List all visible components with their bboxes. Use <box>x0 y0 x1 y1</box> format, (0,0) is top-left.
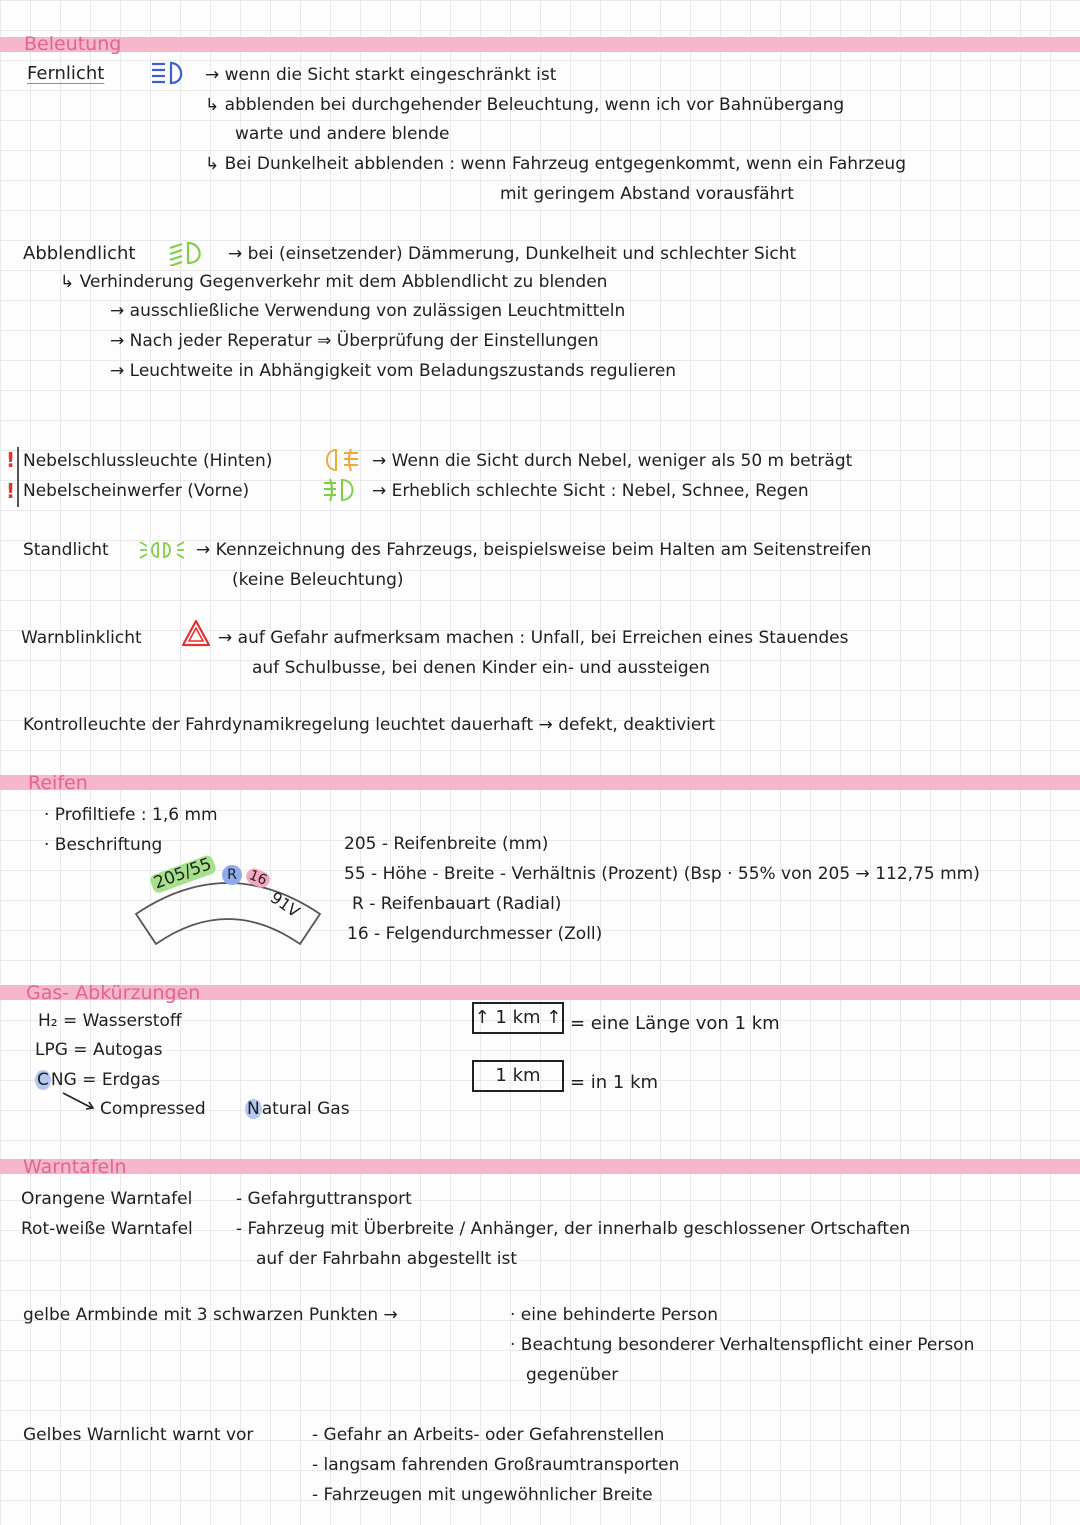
fernlicht-line-4: ↳ Bei Dunkelheit abblenden : wenn Fahrzeug entgegenkommt, wenn ein Fahrzeug <box>205 154 906 174</box>
hazard-warning-icon <box>181 619 211 647</box>
fernlicht-line-5: mit geringem Abstand vorausfährt <box>500 184 794 204</box>
gas-h2: H₂ = Wasserstoff <box>38 1011 182 1031</box>
gelbes-warnlicht-label: Gelbes Warnlicht warnt vor <box>23 1425 254 1445</box>
standlicht-line-2: (keine Beleuchtung) <box>232 570 404 590</box>
distance-sign-length-text: = eine Länge von 1 km <box>570 1013 780 1034</box>
cng-c-highlight: C <box>37 1070 49 1090</box>
orange-warntafel-label: Orangene Warntafel <box>21 1189 193 1209</box>
rotweiss-warntafel-text-2: auf der Fahrbahn abgestellt ist <box>256 1249 517 1269</box>
rotweiss-warntafel-label: Rot-weiße Warntafel <box>21 1219 193 1239</box>
nebelschlussleuchte-label: Nebelschlussleuchte (Hinten) <box>23 451 273 471</box>
natural-rest: atural Gas <box>261 1099 350 1119</box>
distance-sign-in: 1 km <box>472 1060 564 1092</box>
armbinde-item-2: · Beachtung besonderer Verhaltenspflicht einer Person <box>510 1335 975 1355</box>
abblendlicht-line-1: → bei (einsetzender) Dämmerung, Dunkelheit und schlechter Sicht <box>228 244 797 264</box>
warnblinklicht-line-2: auf Schulbusse, bei denen Kinder ein- und aussteigen <box>252 658 710 678</box>
heading-beleuchtung: Beleutung <box>24 33 122 55</box>
parking-light-icon <box>138 538 186 562</box>
profiltiefe: · Profiltiefe : 1,6 mm <box>44 805 218 825</box>
warnblinklicht-line-1: → auf Gefahr aufmerksam machen : Unfall, bei Erreichen eines Stauendes <box>218 628 849 648</box>
reifen-line-2: 55 - Höhe - Breite - Verhältnis (Prozent) (Bsp · 55% von 205 → 112,75 mm) <box>344 864 980 884</box>
arrow-icon <box>60 1090 100 1114</box>
abblendlicht-line-4: → Nach jeder Reperatur ⇒ Überprüfung der Einstellungen <box>110 331 599 351</box>
abblendlicht-line-3: → ausschließliche Verwendung von zulässigen Leuchtmitteln <box>110 301 626 321</box>
heading-warntafeln: Warntafeln <box>23 1156 127 1178</box>
heading-band <box>0 33 1080 55</box>
gas-compressed: Compressed <box>100 1099 206 1119</box>
armbinde-label: gelbe Armbinde mit 3 schwarzen Punkten → <box>23 1305 398 1325</box>
standlicht-line-1: → Kennzeichnung des Fahrzeugs, beispielsweise beim Halten am Seitenstreifen <box>196 540 872 560</box>
gas-cng <box>35 1072 160 1089</box>
low-beam-icon <box>168 240 208 266</box>
tire-code-rim: 16 <box>244 866 272 890</box>
cng-rest: NG = Erdgas <box>50 1070 161 1090</box>
gelbes-warnlicht-item-1: - Gefahr an Arbeits- oder Gefahrenstellen <box>312 1425 665 1445</box>
gas-lpg: LPG = Autogas <box>35 1040 163 1060</box>
natural-n-highlight: N <box>247 1099 260 1119</box>
gas-natural-gas <box>245 1101 350 1118</box>
abblendlicht-line-2: ↳ Verhinderung Gegenverkehr mit dem Abblendlicht zu blenden <box>60 272 608 292</box>
heading-reifen: Reifen <box>28 772 88 794</box>
reifen-line-3: R - Reifenbauart (Radial) <box>352 894 562 914</box>
kontrollleuchte-note: Kontrolleuchte der Fahrdynamikregelung leuchtet dauerhaft → defekt, deaktiviert <box>23 715 716 735</box>
tire-code-r: R <box>222 865 242 885</box>
fernlicht-label: Fernlicht <box>27 63 105 84</box>
standlicht-label: Standlicht <box>23 540 109 560</box>
rear-fog-light-icon <box>322 447 362 473</box>
nebelscheinwerfer-text: → Erheblich schlechte Sicht : Nebel, Schnee, Regen <box>372 481 809 501</box>
high-beam-icon <box>150 60 188 86</box>
heading-band <box>0 775 1080 790</box>
beschriftung: · Beschriftung <box>44 835 163 855</box>
gelbes-warnlicht-item-2: - langsam fahrenden Großraumtransporten <box>312 1455 680 1475</box>
fernlicht-line-2: ↳ abblenden bei durchgehender Beleuchtung, wenn ich vor Bahnübergang <box>205 95 845 115</box>
margin-bar <box>17 447 19 507</box>
distance-sign-in-text: = in 1 km <box>570 1072 659 1093</box>
gelbes-warnlicht-item-3: - Fahrzeugen mit ungewöhnlicher Breite <box>312 1485 653 1505</box>
abblendlicht-line-5: → Leuchtweite in Abhängigkeit vom Beladungszustands regulieren <box>110 361 677 381</box>
heading-gas: Gas- Abkürzungen <box>26 982 201 1004</box>
armbinde-item-1: · eine behinderte Person <box>510 1305 719 1325</box>
abblendlicht-label: Abblendlicht <box>23 243 136 264</box>
warnblinklicht-label: Warnblinklicht <box>21 628 142 648</box>
fernlicht-line-1: → wenn die Sicht starkt eingeschränkt ist <box>205 65 557 85</box>
heading-band <box>0 1159 1080 1174</box>
reifen-line-1: 205 - Reifenbreite (mm) <box>344 834 549 854</box>
tire-code-load: 91V <box>266 887 304 922</box>
tire-code-size: 205/55 <box>149 854 217 894</box>
warning-exclamation-1: ! <box>6 448 16 472</box>
front-fog-light-icon <box>322 477 362 503</box>
orange-warntafel-text: - Gefahrguttransport <box>236 1189 412 1209</box>
distance-sign-length: ↑ 1 km ↑ <box>472 1002 564 1034</box>
nebelschlussleuchte-text: → Wenn die Sicht durch Nebel, weniger als 50 m beträgt <box>372 451 853 471</box>
rotweiss-warntafel-text: - Fahrzeug mit Überbreite / Anhänger, der innerhalb geschlossener Ortschaften <box>236 1219 911 1239</box>
armbinde-item-3: gegenüber <box>526 1365 619 1385</box>
nebelscheinwerfer-label: Nebelscheinwerfer (Vorne) <box>23 481 250 501</box>
fernlicht-line-3: warte und andere blende <box>235 124 450 144</box>
reifen-line-4: 16 - Felgendurchmesser (Zoll) <box>347 924 603 944</box>
warning-exclamation-2: ! <box>6 479 16 503</box>
